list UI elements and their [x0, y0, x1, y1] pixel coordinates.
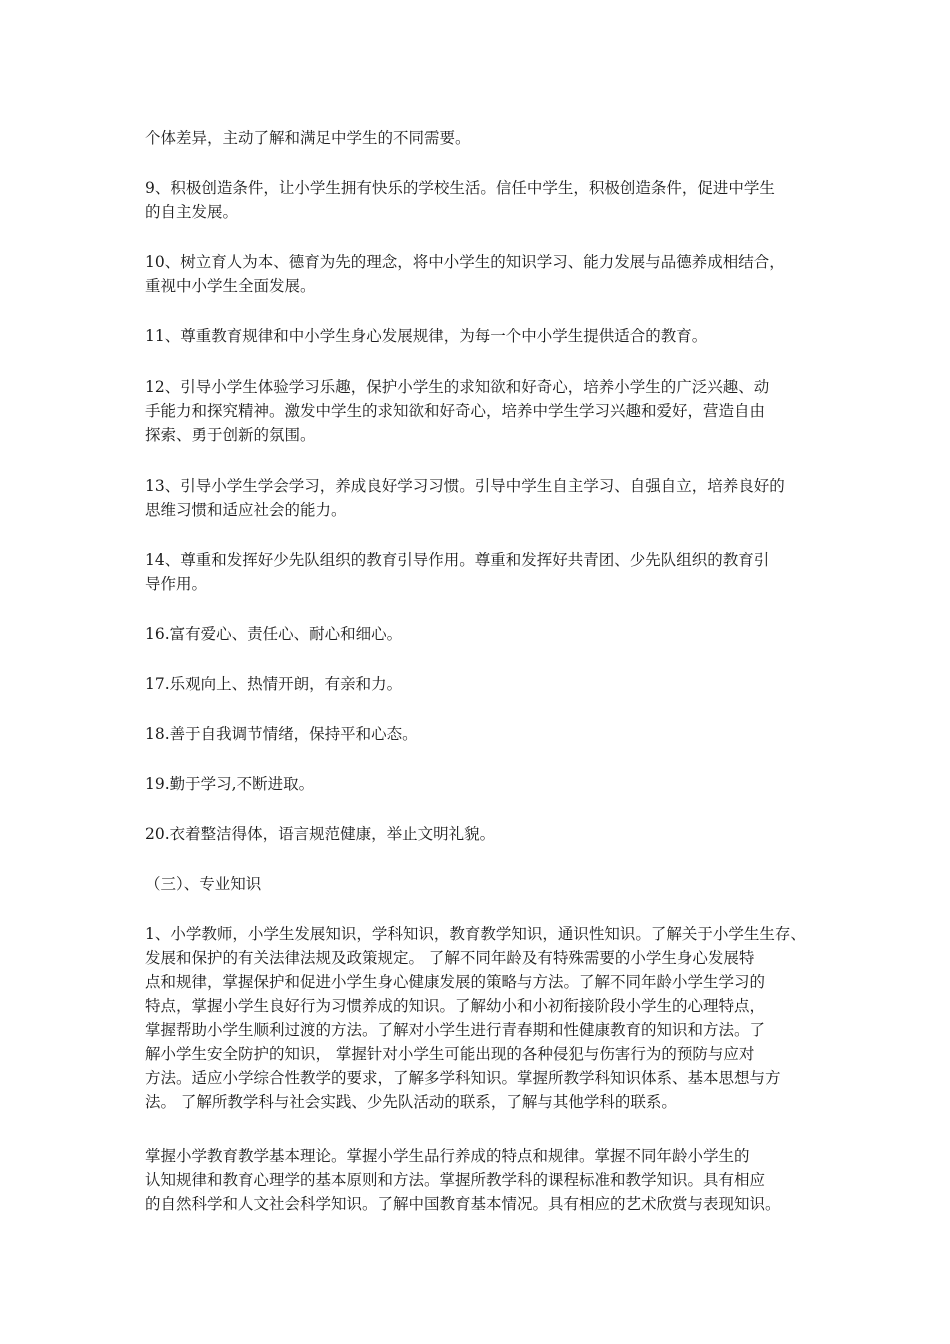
section-heading	[145, 872, 825, 896]
paragraph-18	[145, 722, 825, 746]
text-line: 11、尊重教育规律和中小学生身心发展规律，为每一个中小学生提供适合的教育。	[145, 327, 708, 345]
paragraph-13	[145, 474, 825, 522]
text-line: 1、小学教师，小学生发展知识，学科知识，教育教学知识，通识性知识。了解关于小学生生存、	[145, 925, 806, 943]
paragraph-17	[145, 672, 825, 696]
paragraph-14	[145, 548, 825, 596]
text-line: 10、树立育人为本、德育为先的理念，将中小学生的知识学习、能力发展与品德养成相结合，	[145, 253, 785, 271]
text-line: 特点，掌握小学生良好行为习惯养成的知识。了解幼小和小初衔接阶段小学生的心理特点，	[145, 997, 766, 1015]
paragraph-11	[145, 324, 825, 348]
text-line: 13、引导小学生学会学习，养成良好学习习惯。引导中学生自主学习、自强自立，培养良好的	[145, 477, 785, 495]
text-line: 掌握小学教育教学基本理论。掌握小学生品行养成的特点和规律。掌握不同年龄小学生的	[145, 1147, 750, 1165]
text-line: 方法。适应小学综合性教学的要求，了解多学科知识。掌握所教学科知识体系、基本思想与方	[145, 1069, 781, 1087]
text-line: 9、积极创造条件，让小学生拥有快乐的学校生活。信任中学生，积极创造条件，促进中学生	[145, 179, 775, 197]
text-line: 17.乐观向上、热情开朗，有亲和力。	[145, 675, 403, 693]
text-line: 重视中小学生全面发展。	[145, 277, 316, 295]
text-line: 认知规律和教育心理学的基本原则和方法。掌握所教学科的课程标准和教学知识。具有相应	[145, 1171, 766, 1189]
text-line: 个体差异，主动了解和满足中学生的不同需要。	[145, 129, 471, 147]
text-line: 发展和保护的有关法律法规及政策规定。 了解不同年龄及有特殊需要的小学生身心发展特	[145, 949, 755, 967]
text-line: 20.衣着整洁得体，语言规范健康，举止文明礼貌。	[145, 825, 496, 843]
text-line: 探索、勇于创新的氛围。	[145, 426, 316, 444]
paragraph-10	[145, 250, 825, 298]
paragraph-knowledge-2	[145, 1144, 825, 1216]
text-line: 手能力和探究精神。激发中学生的求知欲和好奇心，培养中学生学习兴趣和爱好，营造自由	[145, 402, 766, 420]
text-line: 思维习惯和适应社会的能力。	[145, 501, 347, 519]
paragraph-12	[145, 375, 825, 447]
text-line: 的自主发展。	[145, 203, 239, 221]
text-line: 导作用。	[145, 575, 208, 593]
text-line: 解小学生安全防护的知识， 掌握针对小学生可能出现的各种侵犯与伤害行为的预防与应对	[145, 1045, 755, 1063]
text-line: 点和规律，掌握保护和促进小学生身心健康发展的策略与方法。了解不同年龄小学生学习的	[145, 973, 766, 991]
text-line: 19.勤于学习,不断进取。	[145, 775, 315, 793]
text-line: 12、引导小学生体验学习乐趣，保护小学生的求知欲和好奇心，培养小学生的广泛兴趣、动	[145, 378, 770, 396]
text-line: 16.富有爱心、责任心、耐心和细心。	[145, 625, 403, 643]
paragraph-knowledge-1	[145, 922, 825, 1114]
paragraph-20	[145, 822, 825, 846]
paragraph-19	[145, 772, 825, 796]
paragraph-16	[145, 622, 825, 646]
text-line: 18.善于自我调节情绪，保持平和心态。	[145, 725, 418, 743]
paragraph-1	[145, 126, 825, 150]
text-line: 法。 了解所教学科与社会实践、少先队活动的联系，了解与其他学科的联系。	[145, 1093, 677, 1111]
text-line: 掌握帮助小学生顺利过渡的方法。了解对小学生进行青春期和性健康教育的知识和方法。了	[145, 1021, 766, 1039]
text-line: 14、尊重和发挥好少先队组织的教育引导作用。尊重和发挥好共青团、少先队组织的教育引	[145, 551, 770, 569]
text-line: 的自然科学和人文社会科学知识。了解中国教育基本情况。具有相应的艺术欣赏与表现知识。	[145, 1195, 781, 1213]
paragraph-9	[145, 176, 825, 224]
text-line: （三）、专业知识	[145, 875, 262, 893]
